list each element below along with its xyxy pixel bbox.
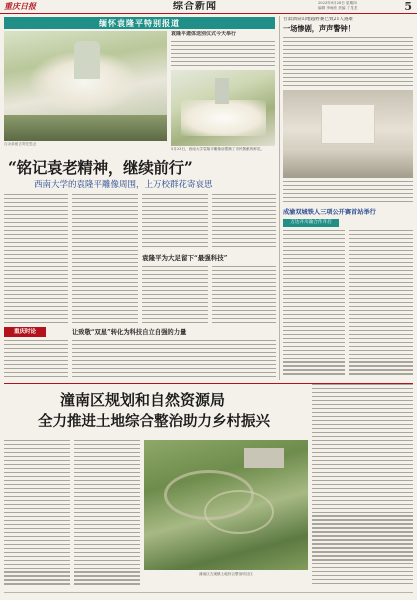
- main-headline: “铭记袁老精神，继续前行”: [8, 158, 193, 177]
- main-story-col-2: [72, 194, 138, 326]
- commentary-intro-text: [4, 340, 68, 380]
- column-body-text: [142, 266, 208, 326]
- photo-caption-center: 5月23日，西南大学袁隆平雕像前摆满了市民敬献的鲜花。: [171, 147, 265, 151]
- bottom-col-3: [312, 384, 413, 590]
- right-column-subtitle: 万达开川渝合作开启: [290, 220, 332, 225]
- issue-date: 2023年9月28日 星期四: [318, 1, 357, 5]
- column-body-text-2: [212, 266, 276, 326]
- masthead: [0, 0, 417, 14]
- right-headline: 一场惨剧，声声警钟！: [283, 24, 355, 33]
- right-column-label: [283, 219, 339, 227]
- bottom-photo-caption: 潼南区古溪镇土地综合整治项目区: [199, 572, 253, 576]
- section-title: 综合新闻: [173, 1, 217, 12]
- footer-rule: [4, 592, 413, 593]
- special-report-banner: [4, 17, 275, 29]
- page-number: 5: [404, 0, 412, 13]
- main-story-col-4: [212, 194, 276, 252]
- right-lead: 甘肃酒泉山地越野赛已致21人遇难: [283, 17, 354, 22]
- commentary-label-text: 重庆时论: [13, 329, 36, 335]
- bottom-col-2: [74, 440, 140, 590]
- brief-body-text: [171, 41, 275, 69]
- right-column-title: 成渝双城铁人三项公开赛首站举行: [283, 209, 376, 216]
- main-story-col-3: [142, 194, 208, 252]
- newspaper-logo: 重庆日报: [4, 1, 36, 11]
- flower-tribute-photo: [171, 70, 275, 146]
- main-subheadline: 西南大学的袁隆平雕像周围，上万校群花寄哀思: [34, 180, 213, 190]
- column-divider: [279, 16, 280, 380]
- commentary-headline: 让致敬“双星”转化为科技自立自强的力量: [72, 329, 187, 336]
- commentary-label: [4, 327, 46, 337]
- brief-headline: 袁隆平遗体送别仪式今天举行: [171, 31, 237, 37]
- village-aerial-photo: [144, 440, 308, 570]
- bottom-headline-line-1: 潼南区规划和自然资源局: [60, 391, 226, 409]
- banner-title: 缅怀袁隆平特别报道: [99, 18, 180, 28]
- column-headline: 袁隆平为大足留下“最强科技”: [142, 254, 228, 262]
- right-col-text-a: [283, 230, 345, 380]
- memorial-photo: [283, 90, 413, 178]
- main-story-col-1: [4, 194, 68, 326]
- commentary-body-text: [72, 340, 276, 380]
- photo-caption-left: 百余条留言寄托思念: [4, 142, 37, 146]
- mourning-crowd-photo: [4, 31, 167, 141]
- right-col-text-b: [349, 230, 413, 380]
- bottom-col-1: [4, 440, 70, 590]
- right-story-text: [283, 37, 413, 89]
- bottom-headline-line-2: 全力推进土地综合整治助力乡村振兴: [38, 413, 270, 430]
- editor-credits: 编辑 李雨欣 美编 丁龙龙: [318, 6, 358, 10]
- right-story-text-2: [283, 181, 413, 205]
